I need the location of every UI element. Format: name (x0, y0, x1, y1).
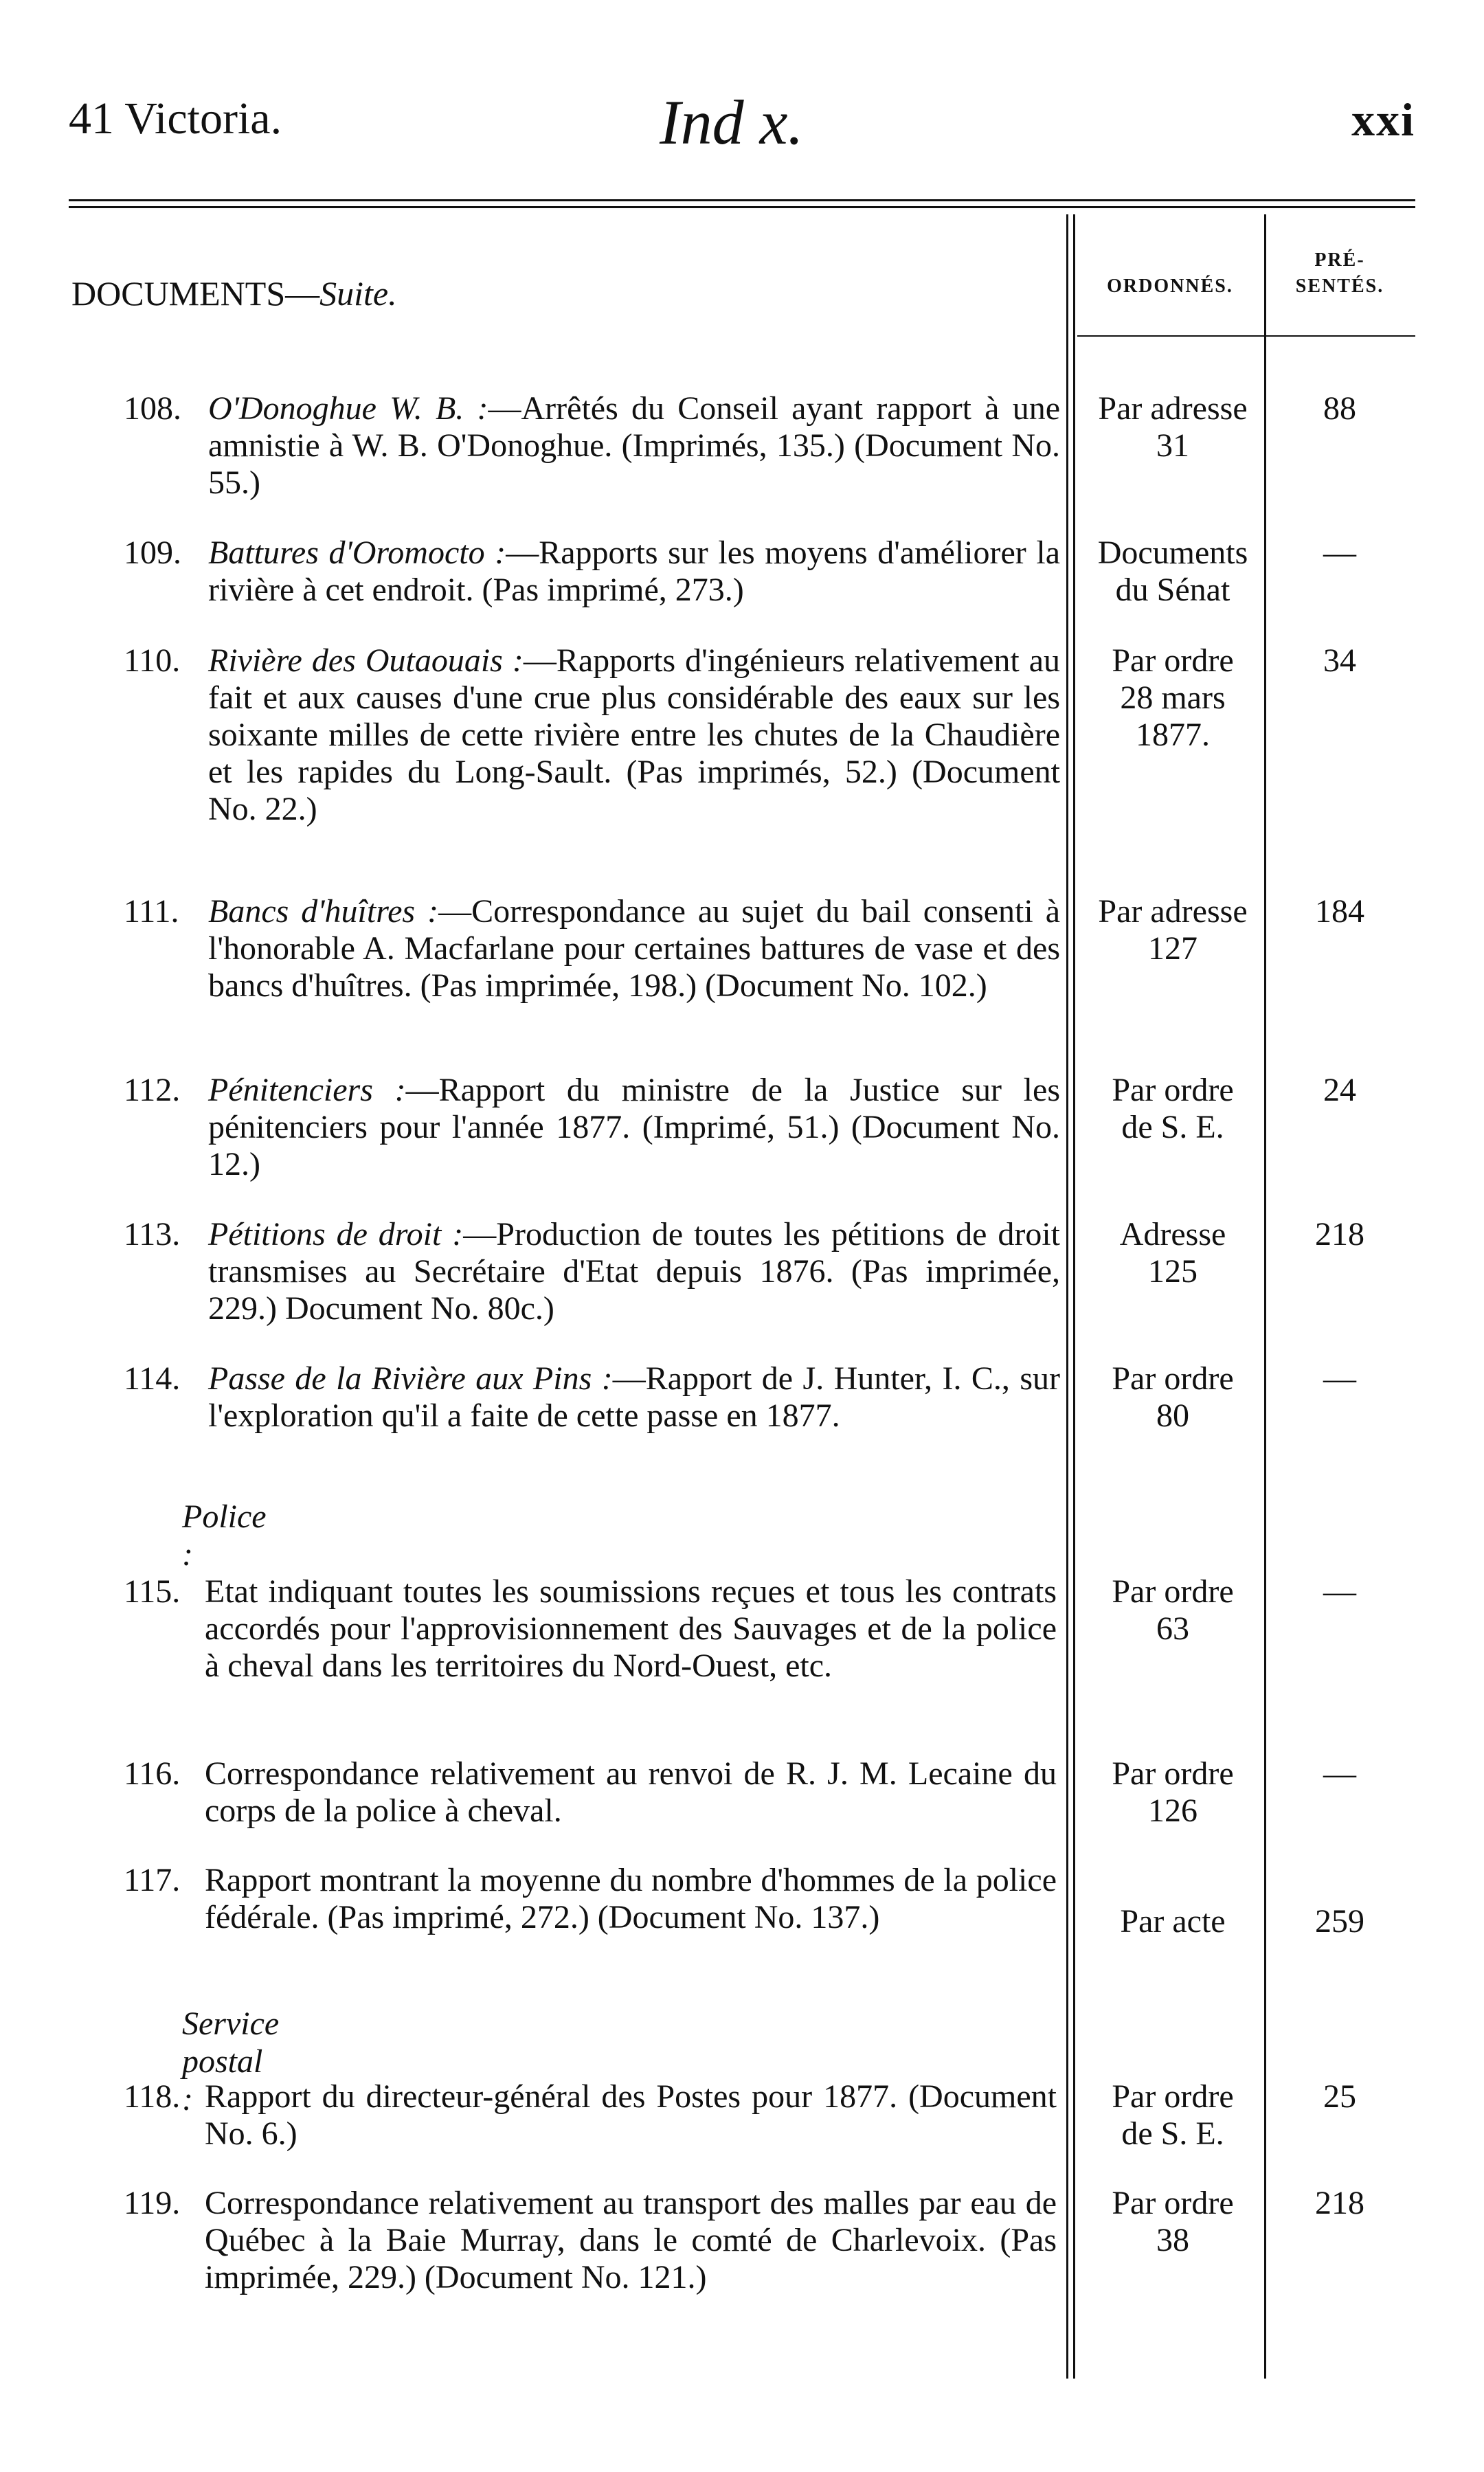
entry-presentes: 218 (1315, 2185, 1364, 2221)
entry-description (208, 893, 1060, 1004)
entry-ordonnes-line: Par ordre (1112, 1755, 1234, 1792)
entry-text: —Correspondance au sujet du bail consenti à l'honorable A. Macfarlane pour certaines battures de vase et des bancs d'huîtres. (Pas imprimée, 198.) (Document No. 102.) (208, 893, 1060, 1004)
entry-description (208, 1216, 1060, 1327)
entry-text: Rapport montrant la moyenne du nombre d'hommes de la police fédérale. (Pas imprimé, 272.) (Document No. 137.) (205, 1862, 1057, 1935)
entry-title: Pétitions de droit : (208, 1216, 464, 1252)
entry-title: Passe de la Rivière aux Pins : (208, 1360, 613, 1397)
entry-ordonnes-line: 126 (1148, 1793, 1198, 1829)
entry-number: 110. (124, 642, 181, 679)
entry-presentes: — (1323, 1573, 1356, 1610)
entry-ordonnes-line: Par adresse (1098, 893, 1248, 930)
header-rule-bottom (69, 206, 1415, 208)
entry-ordonnes (1080, 1755, 1266, 1830)
entry-ordonnes-line: Par ordre (1112, 1072, 1234, 1108)
entry-text: —Rapports sur les moyens d'améliorer la rivière à cet endroit. (Pas imprimé, 273.) (208, 535, 1060, 608)
entry-ordonnes-line: 127 (1148, 930, 1198, 967)
entry-presentes: 24 (1323, 1072, 1356, 1108)
entry-presentes: — (1323, 1360, 1356, 1397)
entry-ordonnes-line: 1877. (1136, 717, 1210, 753)
entry-description (205, 2078, 1057, 2153)
entry-text: Correspondance relativement au renvoi de R. J. M. Lecaine du corps de la police à cheval. (205, 1755, 1057, 1829)
entry-ordonnes (1080, 1360, 1266, 1435)
entry-number: 116. (124, 1755, 181, 1792)
entry-ordonnes-line: Adresse (1119, 1216, 1226, 1252)
entry-presentes: 34 (1323, 642, 1356, 679)
entry-description (208, 535, 1060, 609)
entry-description (208, 1072, 1060, 1183)
entry-ordonnes (1080, 642, 1266, 754)
entry-title: Battures d'Oromocto : (208, 535, 506, 571)
entry-ordonnes (1080, 1072, 1266, 1146)
entry-presentes: 25 (1323, 2078, 1356, 2115)
entry-presentes: — (1323, 1755, 1356, 1792)
entry-ordonnes-line: Par ordre (1112, 1573, 1234, 1610)
entry-text: —Rapport du ministre de la Justice sur les pénitenciers pour l'année 1877. (Imprimé, 51.) (Document No. 12.) (208, 1072, 1060, 1182)
entry-ordonnes (1080, 535, 1266, 609)
entry-description (208, 642, 1060, 828)
entry-ordonnes-line: Par acte (1120, 1903, 1226, 1940)
entry-text: Etat indiquant toutes les soumissions reçues et tous les contrats accordés pour l'approvisionnement des Sauvages et de la police à cheval dans les territoires du Nord-Ouest, etc. (205, 1573, 1057, 1684)
entry-number: 108. (124, 390, 181, 427)
entry-title: Rivière des Outaouais : (208, 642, 524, 679)
section-title-suite: Suite. (319, 274, 397, 313)
entry-text: Correspondance relativement au transport des malles par eau de Québec à la Baie Murray, dans le comté de Charlevoix. (Pas imprimée, 229.) (Document No. 121.) (205, 2185, 1057, 2295)
volume-label: 41 Victoria. (69, 93, 282, 144)
entry-ordonnes (1080, 2185, 1266, 2259)
entry-number: 117. (124, 1862, 181, 1898)
entry-ordonnes-line: Par adresse (1098, 390, 1248, 427)
section-title (71, 273, 397, 313)
entry-number: 113. (124, 1216, 181, 1252)
entry-text: —Arrêtés du Conseil ayant rapport à une amnistie à W. B. O'Donoghue. (Imprimés, 135.) (Document No. 55.) (208, 390, 1061, 501)
entry-presentes: 259 (1315, 1903, 1364, 1940)
column-header-rule (1077, 335, 1415, 337)
entry-presentes: 184 (1315, 893, 1364, 930)
entry-ordonnes-line: 31 (1156, 427, 1189, 464)
entry-presentes: 88 (1323, 390, 1356, 427)
entry-title: Bancs d'huîtres : (208, 893, 439, 930)
running-header (69, 86, 1415, 161)
entry-text: —Production de toutes les pétitions de droit transmises au Secrétaire d'Etat depuis 1876. (Pas imprimée, 229.) Document No. 80c.) (208, 1216, 1060, 1327)
entry-ordonnes-line: Documents (1097, 535, 1248, 571)
section-title-text: DOCUMENTS— (71, 274, 320, 313)
column-divider-left-a (1066, 214, 1068, 2379)
entry-number: 115. (124, 1573, 181, 1610)
entry-ordonnes-line: de S. E. (1121, 2115, 1224, 2152)
entry-description (205, 2185, 1057, 2296)
subhead-service-postal: Service postal : (182, 2005, 280, 2117)
page-title: Ind x. (660, 87, 804, 157)
entry-ordonnes (1080, 1903, 1266, 1940)
column-header-ordonnes (1080, 273, 1260, 300)
entry-description (205, 1755, 1057, 1830)
entry-number: 111. (124, 893, 179, 930)
entry-number: 114. (124, 1360, 181, 1397)
entry-ordonnes-line: 28 mars (1120, 679, 1226, 716)
entry-ordonnes-line: Par ordre (1112, 2078, 1234, 2115)
entry-text: Rapport du directeur-général des Postes pour 1877. (Document No. 6.) (205, 2078, 1057, 2152)
entry-presentes: — (1323, 535, 1356, 571)
column-header-presentes (1271, 247, 1408, 300)
subhead-police: Police : (182, 1498, 267, 1573)
entry-number: 112. (124, 1072, 181, 1108)
header-rule-top (69, 199, 1415, 201)
entry-ordonnes (1080, 390, 1266, 464)
entry-ordonnes-line: 125 (1148, 1253, 1198, 1290)
entry-ordonnes (1080, 2078, 1266, 2153)
entry-number: 109. (124, 535, 181, 571)
entry-ordonnes-line: Par ordre (1112, 642, 1234, 679)
entry-ordonnes (1080, 893, 1266, 967)
entry-ordonnes (1080, 1216, 1266, 1290)
entry-description (208, 1360, 1060, 1435)
column-header-presentes-line1: PRÉ- (1314, 249, 1365, 271)
column-divider-left-b (1073, 214, 1075, 2379)
entry-ordonnes-line: 63 (1156, 1610, 1189, 1647)
entry-ordonnes-line: Par ordre (1112, 1360, 1234, 1397)
entry-title: O'Donoghue W. B. : (208, 390, 488, 427)
entry-ordonnes-line: 38 (1156, 2222, 1189, 2258)
entry-text: —Rapports d'ingénieurs relativement au fait et aux causes d'une crue plus considérable des eaux sur les soixante milles de cette rivière entre les chutes de la Chaudière et les rapides du Long-Sault. (Pas imprimés, 52.) (Document No. 22.) (208, 642, 1060, 827)
entry-description (208, 390, 1060, 502)
entry-text: —Rapport de J. Hunter, I. C., sur l'exploration qu'il a faite de cette passe en 1877. (208, 1360, 1061, 1434)
page-number: xxi (1351, 93, 1415, 146)
entry-number: 119. (124, 2185, 181, 2221)
entry-ordonnes-line: 80 (1156, 1397, 1189, 1434)
entry-title: Pénitenciers : (208, 1072, 406, 1108)
entry-presentes: 218 (1315, 1216, 1364, 1252)
entry-ordonnes (1080, 1573, 1266, 1648)
entry-ordonnes-line: Par ordre (1112, 2185, 1234, 2221)
entry-number: 118. (124, 2078, 181, 2115)
entry-ordonnes-line: de S. E. (1121, 1109, 1224, 1145)
entry-description (205, 1862, 1057, 1936)
entry-ordonnes-line: du Sénat (1115, 572, 1230, 608)
column-header-presentes-line2: SENTÉS. (1295, 276, 1384, 297)
column-header-ordonnes-text: ORDONNÉS. (1107, 276, 1233, 297)
entry-description (205, 1573, 1057, 1685)
